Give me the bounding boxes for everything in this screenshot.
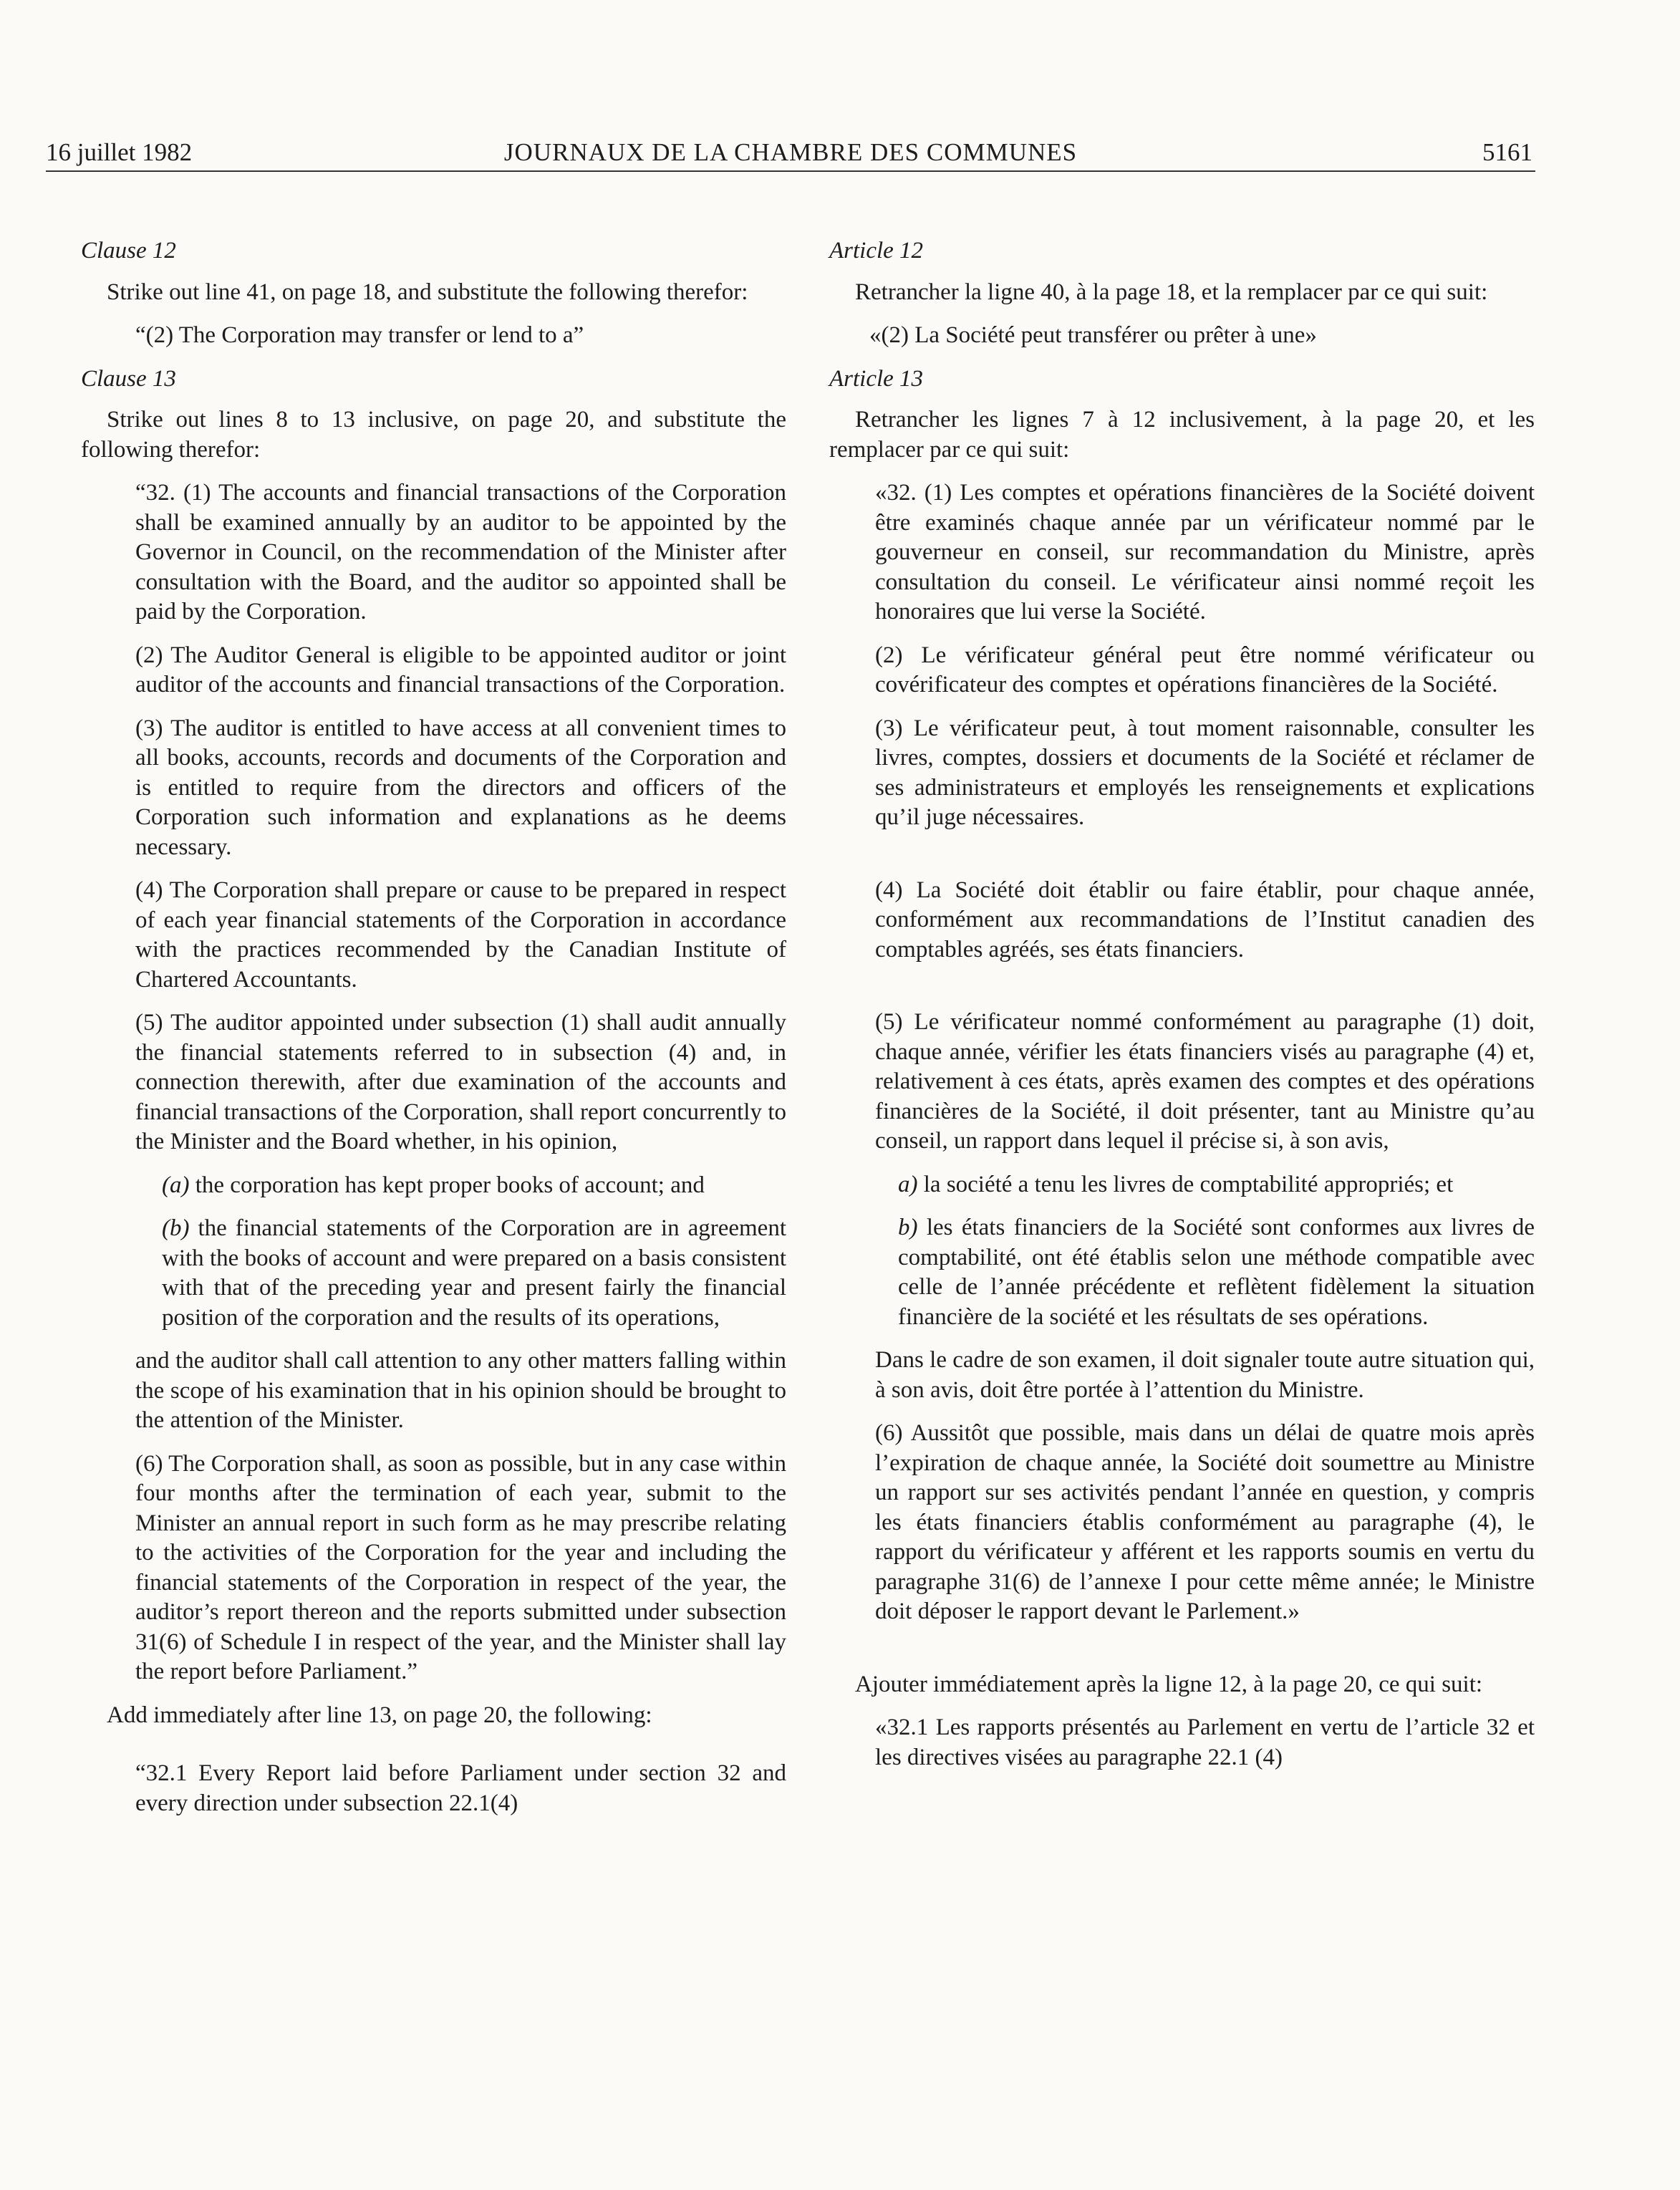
item-label-b-fr: b) (898, 1215, 918, 1240)
item-label-a: (a) (162, 1172, 190, 1198)
english-column (81, 236, 786, 1818)
section-32-5-a (162, 1171, 786, 1201)
journal-title: JOURNAUX DE LA CHAMBRE DES COMMUNES (503, 138, 1078, 166)
article-32-5-a (898, 1170, 1535, 1200)
item-text-a-fr: la société a tenu les livres de comptabilité appropriés; et (917, 1171, 1454, 1197)
article-32-3: (3) Le vérificateur peut, à tout moment raisonnable, consulter les livres, comptes, dossiers et documents de la Société et réclamer de ses administrateurs et employés les renseignements et explications qu’il juge nécessaires. (875, 715, 1535, 830)
clause-12-heading: Clause 12 (81, 238, 176, 264)
section-32-1-new: “32.1 Every Report laid before Parliament under section 32 and every direction under subsection 22.1(4) (135, 1760, 786, 1816)
header-date: 16 juillet 1982 (46, 138, 193, 166)
clause-13-instruction: Strike out lines 8 to 13 inclusive, on page 20, and substitute the following therefor: (81, 407, 786, 463)
article-32-5: (5) Le vérificateur nommé conformément au paragraphe (1) doit, chaque année, vérifier les états financiers visés au paragraphe (4) et, relativement à ces états, après examen des comptes et des opérations financières de la Société, il doit présenter, tant au Ministre qu’au conseil, un rapport dans lequel il précise si, à son avis, (875, 1009, 1535, 1154)
article-12-quote: «(2) La Société peut transférer ou prêter à une» (869, 322, 1317, 348)
article-13-instruction: Retrancher les lignes 7 à 12 inclusivement, à la page 20, et les remplacer par ce qui suit: (829, 407, 1535, 463)
section-32-5-closing: and the auditor shall call attention to any other matters falling within the scope of his examination that in his opinion should be brought to the attention of the Minister. (135, 1348, 786, 1433)
page-header (46, 135, 1535, 172)
item-text-b-fr: les états financiers de la Société sont conformes aux livres de comptabilité, ont été établis selon une méthode compatible avec celle de l’année précédente et reflètent fidèlement la situation financière de la société et les résultats de ses opérations. (898, 1215, 1535, 1330)
item-text-a: the corporation has kept proper books of account; and (189, 1172, 705, 1198)
article-32-4: (4) La Société doit établir ou faire établir, pour chaque année, conformément aux recommandations de l’Institut canadien des comptables agréés, ses états financiers. (875, 877, 1535, 963)
article-32-5-b (898, 1213, 1535, 1332)
item-label-a-fr: a) (898, 1171, 918, 1197)
ajouter-instruction: Ajouter immédiatement après la ligne 12, à la page 20, ce qui suit: (855, 1671, 1483, 1697)
article-32-5-closing: Dans le cadre de son examen, il doit signaler toute autre situation qui, à son avis, doit être portée à l’attention du Ministre. (875, 1347, 1535, 1403)
section-32-1: “32. (1) The accounts and financial transactions of the Corporation shall be examined annually by an auditor to be appointed by the Governor in Council, on the recommendation of the Minister after consultation with the Board, and the auditor so appointed shall be paid by the Corporation. (135, 480, 786, 624)
page-number: 5161 (1482, 138, 1532, 166)
section-32-6: (6) The Corporation shall, as soon as possible, but in any case within four months after the termination of each year, submit to the Minister an annual report in such form as he may prescribe relating to the activities of the Corporation for the year and including the financial statements of the Corporation in respect of the year, the auditor’s report thereon and the reports submitted under subsection 31(6) of Schedule I in respect of the year, and the Minister shall lay the report before Parliament.” (135, 1450, 786, 1684)
clause-13-heading: Clause 13 (81, 365, 176, 392)
clause-12-quote: “(2) The Corporation may transfer or lend to a” (135, 322, 584, 348)
article-32-1: «32. (1) Les comptes et opérations financières de la Société doivent être examinés chaque année par un vérificateur nommé par le gouverneur en conseil, sur recommandation du Ministre, après consultation du conseil. Le vérificateur ainsi nommé reçoit les honoraires que lui verse la Société. (875, 480, 1535, 624)
item-label-b: (b) (162, 1215, 190, 1241)
article-32-2: (2) Le vérificateur général peut être nommé vérificateur ou covérificateur des comptes et opérations financières de la Société. (875, 642, 1535, 698)
article-32-6: (6) Aussitôt que possible, mais dans un délai de quatre mois après l’expiration de chaque année, la Société doit soumettre au Ministre un rapport sur ses activités pendant l’année en question, y compris les états financiers établis conformément au paragraphe (4), le rapport du vérificateur y afférent et les rapports soumis en vertu du paragraphe 31(6) de l’annexe I pour cette même année; le Ministre doit déposer le rapport devant le Parlement.» (875, 1420, 1535, 1624)
section-32-5-b (162, 1214, 786, 1333)
article-12-heading: Article 12 (829, 238, 924, 264)
section-32-3: (3) The auditor is entitled to have access at all convenient times to all books, accounts, records and documents of the Corporation and is entitled to require from the directors and officers of the Corporation such information and explanations as he deems necessary. (135, 715, 786, 860)
article-12-instruction: Retrancher la ligne 40, à la page 18, et la remplacer par ce qui suit: (855, 279, 1488, 305)
section-32-4: (4) The Corporation shall prepare or cause to be prepared in respect of each year financial statements of the Corporation in accordance with the practices recommended by the Canadian Institute of Chartered Accountants. (135, 877, 786, 993)
french-column (829, 236, 1535, 1772)
article-13-heading: Article 13 (829, 365, 924, 392)
clause-12-instruction: Strike out line 41, on page 18, and substitute the following therefor: (107, 279, 748, 305)
item-text-b: the financial statements of the Corporation are in agreement with the books of account and were prepared on a basis consistent with that of the preceding year and present fairly the financial position of the corporation and the results of its operations, (162, 1215, 786, 1331)
add-instruction: Add immediately after line 13, on page 20, the following: (107, 1702, 652, 1728)
section-32-5: (5) The auditor appointed under subsection (1) shall audit annually the financial statements referred to in subsection (4) and, in connection therewith, after due examination of the accounts and financial transactions of the Corporation, shall report concurrently to the Minister and the Board whether, in his opinion, (135, 1010, 786, 1154)
section-32-2: (2) The Auditor General is eligible to be appointed auditor or joint auditor of the accounts and financial transactions of the Corporation. (135, 642, 786, 698)
article-32-1-new: «32.1 Les rapports présentés au Parlement en vertu de l’article 32 et les directives visées au paragraphe 22.1 (4) (875, 1714, 1535, 1770)
